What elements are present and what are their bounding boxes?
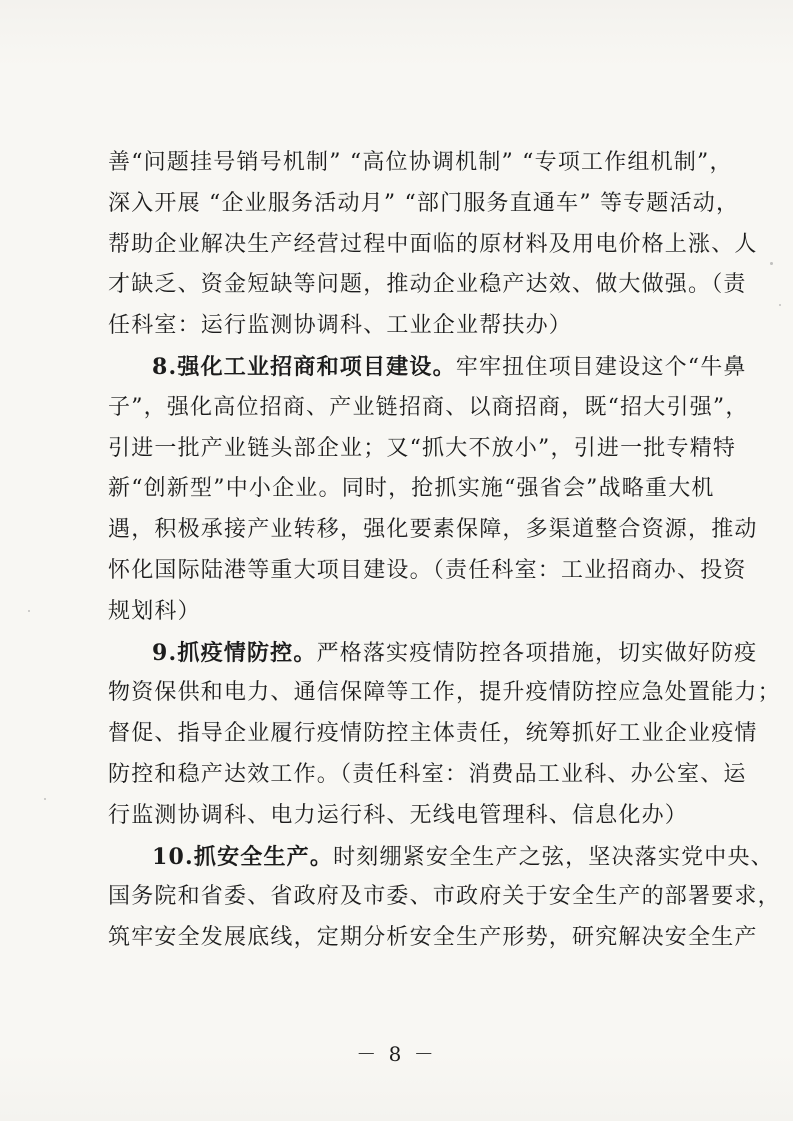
line-text: 帮助企业解决生产经营过程中面临的原材料及用电价格上涨、人 [108, 231, 758, 257]
line-text: 时刻绷紧安全生产之弦，坚决落实党中央、 [333, 844, 774, 870]
text-line [108, 877, 781, 918]
line-text: 引进一批产业链头部企业；又“抓大不放小”，引进一批专精特 [108, 435, 737, 461]
line-text: 行监测协调科、电力运行科、无线电管理科、信息化办） [108, 802, 689, 828]
text-line [108, 673, 781, 714]
line-text: 子”，强化高位招商、产业链招商、以商招商，既“招大引强”， [108, 394, 749, 420]
text-line [108, 755, 747, 796]
scan-speck [779, 304, 781, 306]
line-text: 遇，积极承接产业转移，强化要素保障，多渠道整合资源，推动 [108, 517, 758, 543]
line-text: 督促、指导企业履行疫情防控主体责任，统筹抓好工业企业疫情 [108, 721, 758, 747]
text-line [108, 714, 758, 755]
text-line [108, 796, 698, 837]
section-9-first-line [108, 633, 758, 674]
scan-speck [770, 262, 773, 265]
text-line [108, 469, 715, 510]
text-line [108, 184, 740, 225]
line-text: 任科室：运行监测协调科、工业企业帮扶办） [108, 313, 573, 339]
page-number: － 8 － [356, 1042, 437, 1066]
section-heading: 9.抓疫情防控。 [152, 639, 317, 666]
line-text: 牢牢扭住项目建设这个“牛鼻 [455, 354, 747, 380]
text-line [108, 388, 749, 429]
section-10-first-line [108, 837, 774, 878]
text-line [108, 918, 758, 959]
section-heading: 8.强化工业招商和项目建设。 [152, 353, 456, 380]
line-text: 筑牢安全发展底线，定期分析安全生产形势，研究解决安全生产 [108, 925, 758, 951]
line-text: 严格落实疫情防控各项措施，切实做好防疫 [316, 640, 758, 666]
scan-speck [44, 798, 46, 800]
text-line [108, 551, 747, 592]
text-line [108, 429, 737, 470]
line-text: 防控和稳产达效工作。（责任科室：消费品工业科、办公室、运 [108, 761, 747, 787]
line-text: 才缺乏、资金短缺等问题，推动企业稳产达效、做大做强。（责 [108, 272, 747, 298]
text-line [108, 510, 758, 551]
text-line [108, 592, 698, 633]
line-text: 新“创新型”中小企业。同时，抢抓实施“强省会”战略重大机 [108, 476, 715, 502]
document-body [108, 143, 781, 959]
text-line [108, 265, 747, 306]
line-text: 怀化国际陆港等重大项目建设。（责任科室：工业招商办、投资 [108, 557, 747, 583]
line-text: 深入开展 “企业服务活动月” “部门服务直通车” 等专题活动， [108, 190, 740, 216]
line-text: 善“问题挂号销号机制” “高位协调机制” “专项工作组机制”， [108, 150, 733, 175]
section-8-first-line [108, 347, 747, 388]
scan-speck [28, 610, 30, 612]
section-heading: 10.抓安全生产。 [152, 843, 334, 870]
line-text: 规划科） [108, 598, 201, 624]
line-text: 国务院和省委、省政府及市委、市政府关于安全生产的部署要求， [108, 884, 781, 910]
text-line [108, 306, 698, 347]
text-line [108, 225, 758, 266]
line-text: 物资保供和电力、通信保障等工作，提升疫情防控应急处置能力； [108, 680, 781, 706]
text-line [108, 143, 733, 184]
